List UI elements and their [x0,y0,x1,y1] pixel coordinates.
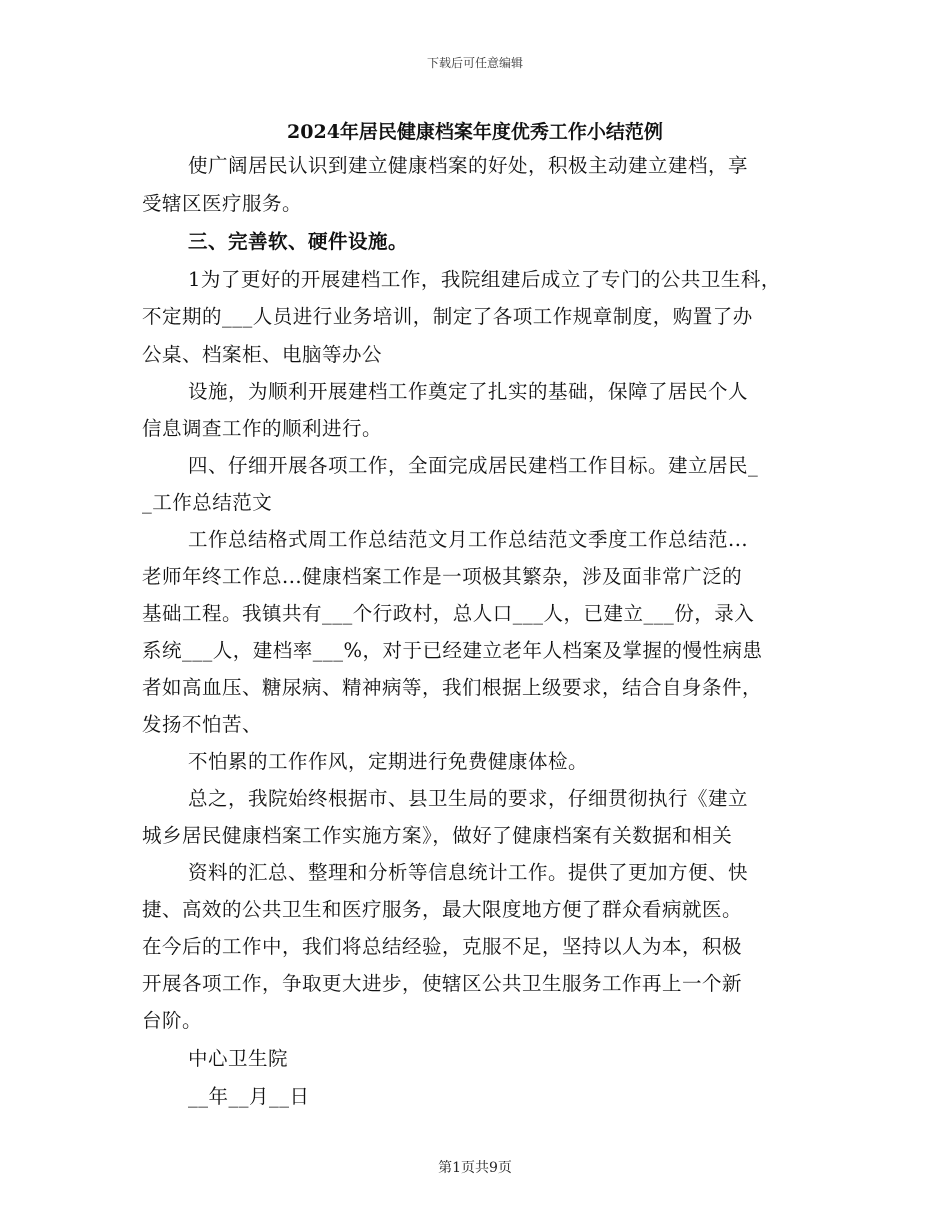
text-line: 四、仔细开展各项工作，全面完成居民建档工作目标。建立居民_ [188,454,759,477]
text-line: 信息调查工作的顺利进行。 [142,417,383,440]
text-line: _工作总结范文 [142,491,273,514]
text-line: 1为了更好的开展建档工作，我院组建后成立了专门的公共卫生科， [188,268,781,291]
text-line: 资料的汇总、整理和分析等信息统计工作。提供了更加方便、快 [188,861,749,884]
section-heading: 三、完善软、硬件设施。 [188,230,409,253]
text-line: 老师年终工作总...健康档案工作是一项极其繁杂，涉及面非常广泛的 [142,565,743,588]
text-line: 城乡居民健康档案工作实施方案》，做好了健康档案有关数据和相关 [142,824,733,847]
text-line: 不定期的___人员进行业务培训，制定了各项工作规章制度，购置了办 [142,305,753,328]
text-line: 设施，为顺利开展建档工作奠定了扎实的基础，保障了居民个人 [188,380,749,403]
text-line: 工作总结格式周工作总结范文月工作总结范文季度工作总结范... [188,528,749,551]
text-line: 总之，我院始终根据市、县卫生局的要求，仔细贯彻执行《建立 [188,787,749,810]
page-number: 第1页共9页 [438,1160,512,1176]
signature-date: __年__月__日 [188,1085,310,1108]
text-line: 者如高血压、糖尿病、精神病等，我们根据上级要求，结合自身条件， [142,676,763,699]
text-line: 发扬不怕苦、 [142,713,263,736]
text-line: 公桌、档案柜、电脑等办公 [142,343,383,366]
text-line: 基础工程。我镇共有___个行政村，总人口___人，已建立___份，录入 [142,602,755,625]
text-line: 开展各项工作，争取更大进步，使辖区公共卫生服务工作再上一个新 [142,972,743,995]
text-line: 在今后的工作中，我们将总结经验，克服不足，坚持以人为本，积极 [142,935,743,958]
document-title: 2024年居民健康档案年度优秀工作小结范例 [287,121,663,143]
page-header-note: 下载后可任意编辑 [426,56,523,70]
text-line: 捷、高效的公共卫生和医疗服务，最大限度地方便了群众看病就医。 [142,898,743,921]
text-line: 系统___人，建档率___%，对于已经建立老年人档案及掌握的慢性病患 [142,639,763,662]
text-line: 受辖区医疗服务。 [142,192,303,215]
text-line: 使广阔居民认识到建立健康档案的好处，积极主动建立建档，享 [188,154,749,177]
signature-organization: 中心卫生院 [188,1047,289,1070]
text-line: 台阶。 [142,1009,203,1032]
text-line: 不怕累的工作作风，定期进行免费健康体检。 [188,750,589,773]
